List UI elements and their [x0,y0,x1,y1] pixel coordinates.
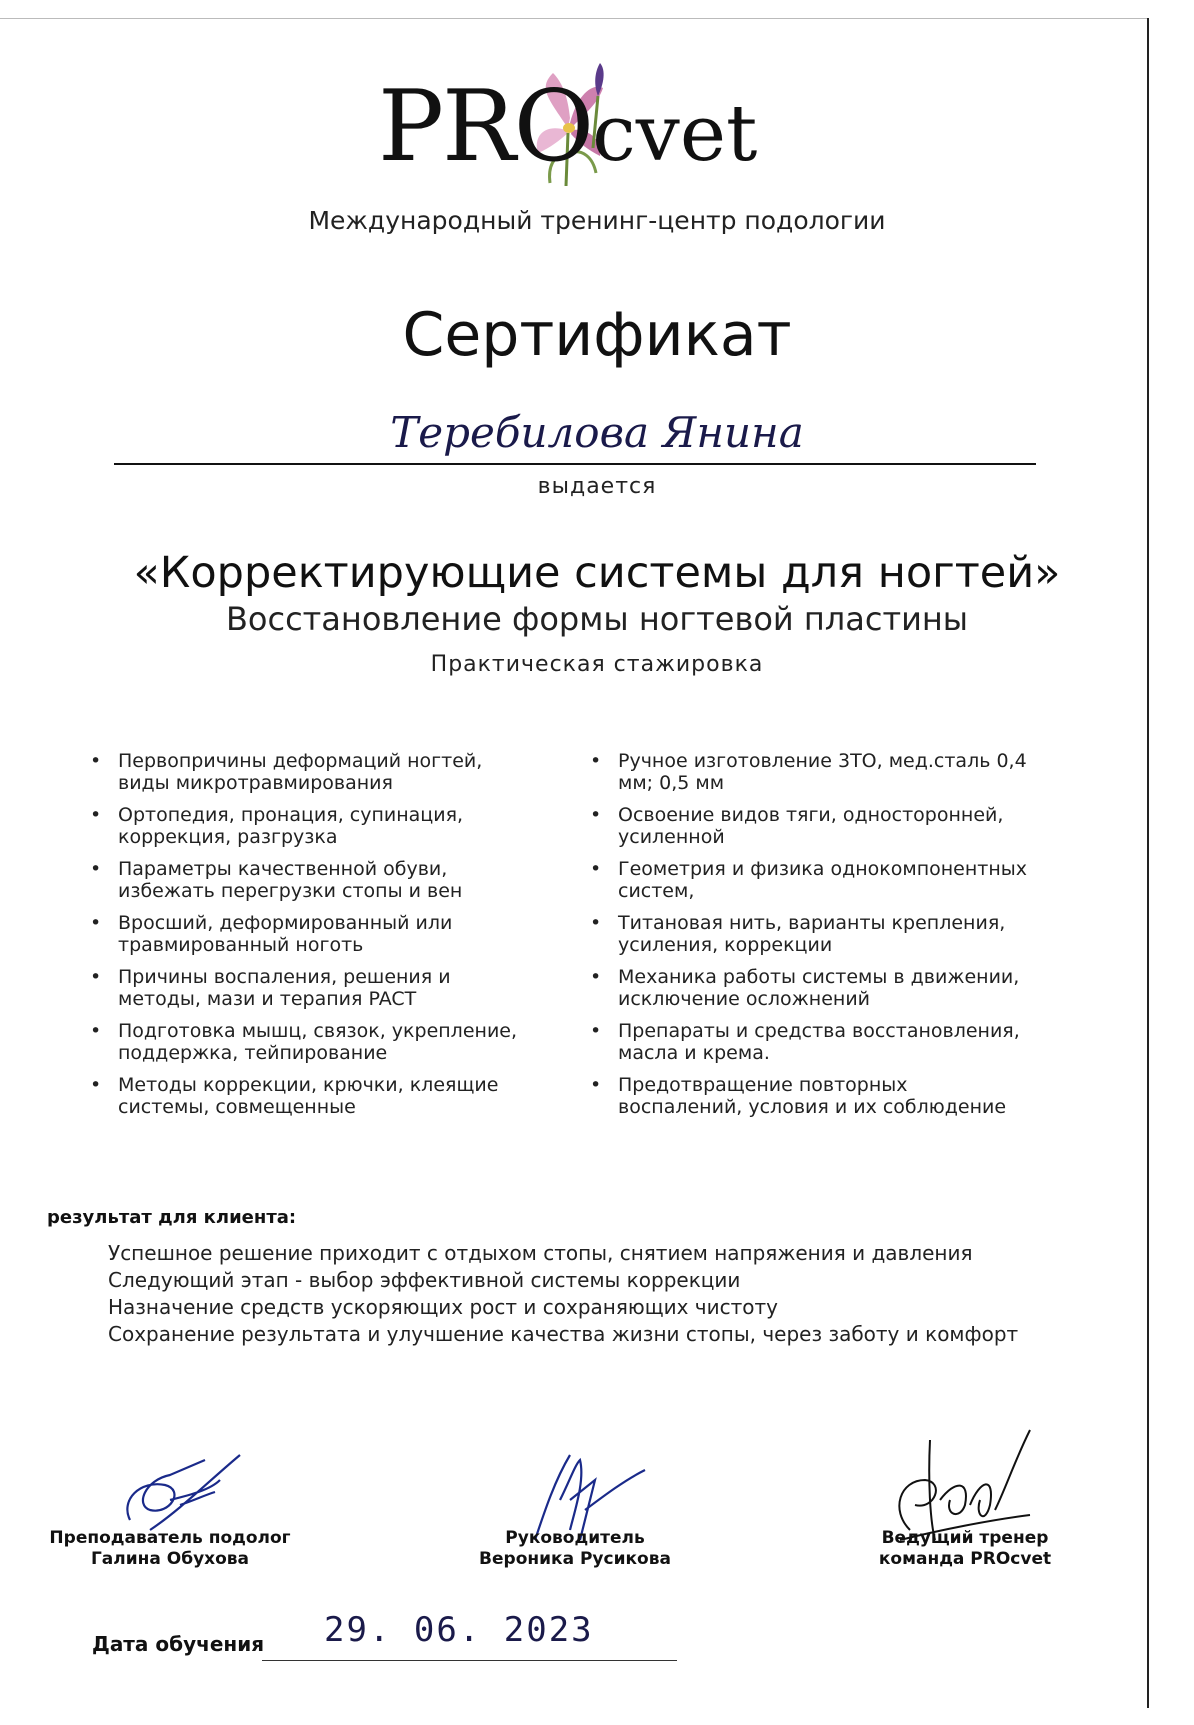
brand-logo [378,70,758,184]
signature-trainer [845,1528,1085,1570]
page-border-top [0,18,1149,19]
list-item: Успешное решение приходит с отдыхом стопы, снятием напряжения и давления [108,1241,973,1265]
list-item: • Освоение видов тяги, односторонней, усиленной [590,804,1060,848]
topics-right-list [590,750,1060,1128]
course-title: «Корректирующие системы для ногтей» [133,548,1061,598]
signature-name: команда PROcvet [878,1549,1052,1569]
course-subtitle: Восстановление формы ногтевой пластины [225,600,969,638]
signature-name: Галина Обухова [90,1549,250,1569]
list-item: • Механика работы системы в движении, исключение осложнений [590,966,1060,1010]
list-item: • Ортопедия, пронация, супинация, коррекция, разгрузка [90,804,550,848]
logo-cvet: cvet [592,89,758,179]
center-subtitle: Международный тренинг-центр подологии [308,206,886,235]
course-type: Практическая стажировка [430,652,764,677]
certificate-title: Сертификат [402,300,792,370]
list-item: • Препараты и средства восстановления, масла и крема. [590,1020,1060,1064]
issued-label: выдается [537,474,657,499]
list-item: Назначение средств ускоряющих рост и сохраняющих чистоту [108,1295,778,1319]
list-item: • Параметры качественной обуви, избежать перегрузки стопы и вен [90,858,550,902]
date-underline [262,1660,677,1661]
signature-name: Вероника Русикова [479,1549,671,1569]
results-heading: результат для клиента: [47,1207,297,1228]
signature-teacher [40,1528,300,1570]
list-item: Сохранение результата и улучшение качества жизни стопы, через заботу и комфорт [108,1322,1019,1346]
list-item: • Первопричины деформаций ногтей, виды микротравмирования [90,750,550,794]
list-item: • Вросший, деформированный или травмированный ноготь [90,912,550,956]
logo-pro: PRO [378,70,593,184]
list-item: • Подготовка мышц, связок, укрепление, поддержка, тейпирование [90,1020,550,1064]
results-list [108,1240,1018,1348]
list-item: • Предотвращение повторных воспалений, условия и их соблюдение [590,1074,1060,1118]
page-border-right [1147,18,1149,1708]
list-item: • Ручное изготовление 3ТО, мед.сталь 0,4 мм; 0,5 мм [590,750,1060,794]
signature-role: Преподаватель подолог [49,1528,291,1548]
signature-role: Руководитель [505,1528,645,1548]
list-item: • Причины воспаления, решения и методы, мази и терапия PACT [90,966,550,1010]
signature-director [455,1528,695,1570]
list-item: Следующий этап - выбор эффективной системы коррекции [108,1268,741,1292]
list-item: • Геометрия и физика однокомпонентных систем, [590,858,1060,902]
recipient-underline [114,463,1036,465]
list-item: • Методы коррекции, крючки, клеящие системы, совмещенные [90,1074,550,1118]
topics-left-list [90,750,550,1128]
list-item: • Титановая нить, варианты крепления, усиления, коррекции [590,912,1060,956]
date-label: Дата обучения [92,1632,265,1656]
recipient-name: Теребилова Янина [390,408,804,457]
signature-role: Ведущий тренер [881,1528,1049,1548]
date-value: 29. 06. 2023 [324,1610,594,1650]
